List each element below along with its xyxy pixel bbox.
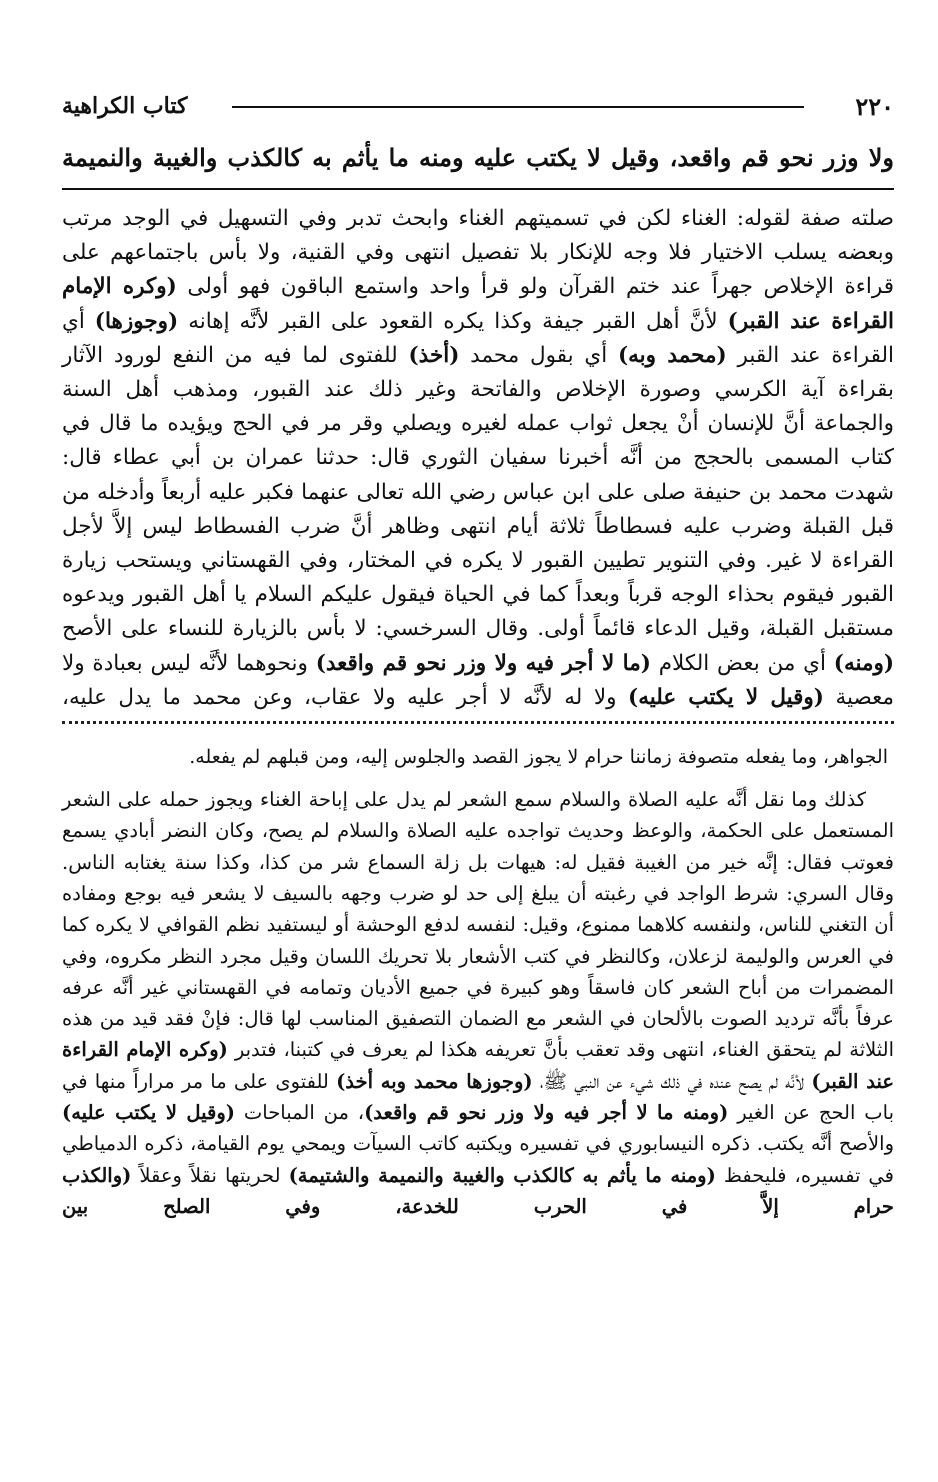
- footnote-text: كذلك وما نقل أنَّه عليه الصلاة والسلام سمع الشعر لم يدل على إباحة الغناء ويجوز حمله على الشعر المستعمل على الحكمة، والوعظ وحديث تواجده عليه الصلاة والسلام لم يصح، وكان النضر أبادي يسمع فعوتب فقال: إنَّه خير من الغيبة فقيل له: هيهات بل زلة السماع شر من كذا، وكذا سنة يغتابه الناس. وقال السري: شرط الواجد في رغبته أن يبلغ إلى حد لو ضرب وجهه بالسيف لا يشعر فيه بوجع ومفاده أن التغني للناس، ولنفسه كلاهما ممنوع، وقيل: لنفسه لدفع الوحشة أو ليستفيد نظم القوافي لا يكره كما في العرس والوليمة لزعلان، وكالنظر في كتب الأشعار بلا تحريك اللسان وقيل مجرد النظر مكروه، وفي المضمرات من أباح الشعر كان فاسقاً وهو كبيرة في جميع الأديان وتمامه في القهستاني غير أنَّه عرفه عرفاً بأنَّه ترديد الصوت بالألحان في الشعر مع الضمان التصفيق المناسب لها قال: فإنْ فقد قيد من هذه الثلاثة لم يتحقق الغناء، انتهى وقد تعقب بأنَّ تعريفه هكذا لم يعرف في كتبنا، فتدبر: [62, 788, 894, 1062]
- commentary-text: ولا له لأنَّه لا أجر عليه ولا عقاب، وعن محمد ما يدل عليه،: [62, 684, 617, 710]
- footnote-text: لأنَّه لم يصح عنده في ذلك شيء عن النبي ﷺ،: [539, 1069, 805, 1093]
- footnote-paragraph: [62, 784, 894, 1222]
- footnote-quote: (وكره الإمام القراءة عند القبر): [62, 1038, 895, 1093]
- book-title: كتاب الكراهية: [62, 93, 188, 119]
- commentary-quote: (أخذ): [408, 342, 460, 368]
- commentary-text: أي بقول محمد: [470, 342, 608, 368]
- commentary-quote: (محمد وبه): [617, 342, 727, 368]
- footnote-divider: [62, 721, 894, 724]
- footnote-text: والأصح أنَّه يكتب. ذكره النيسابوري في تفسيره ويكتبه كاتب السيآت ويمحي يوم القيامة، ذكره الدمياطي في تفسيره، فليحفظ: [62, 1132, 894, 1187]
- footnote-quote: (وقيل لا يكتب عليه): [62, 1101, 236, 1125]
- footnote-text: لحريتها نقلاً وعقلاً: [139, 1163, 281, 1187]
- footnote-continuation: الجواهر، وما يفعله متصوفة زماننا حرام لا يجوز القصد والجلوس إليه، ومن قبلهم لم يفعله.: [189, 746, 888, 769]
- footnote-quote: (ومنه ما لا أجر فيه ولا وزر نحو قم واقعد): [364, 1101, 729, 1125]
- commentary-text: أي من بعض الكلام: [658, 650, 826, 676]
- header-rule: [232, 106, 804, 108]
- commentary-text: ونحوهما لأنَّه ليس بعبادة ولا معصية: [62, 650, 895, 710]
- commentary-quote: (وكره الإمام القراءة عند القبر): [62, 274, 895, 334]
- commentary-text: صلته صفة لقوله: الغناء لكن في تسميتهم الغناء وابحث تدبر وفي التسهيل في الوجد مرتب وبعضه يسلب الاختيار فلا وجه للإنكار بلا تفصيل انتهى وفي القنية، ولا بأس باجتماعهم على قراءة الإخلاص جهراً عند ختم القرآن ولو قرأ واحد واستمع الباقون فهو أولى: [62, 206, 894, 300]
- footnote-text: للفتوى على ما مر مراراً منها في باب الحج عن الغير: [62, 1069, 895, 1125]
- footnote-quote: (ومنه ما يأثم به كالكذب والغيبة والنميمة والشتيمة): [288, 1163, 716, 1187]
- page-header: [62, 88, 894, 124]
- footnote-quote: (وجوزها محمد وبه أخذ): [336, 1069, 533, 1093]
- commentary-text: أي القراءة عند القبر: [62, 308, 894, 368]
- commentary-text: لأنَّ أهل القبر جيفة وكذا يكره القعود على القبر لأنَّه إهانه: [188, 308, 718, 334]
- footnote-gloss: [62, 784, 894, 1222]
- main-text: ولا وزر نحو قم واقعد، وقيل لا يكتب عليه ومنه ما يأثم به كالكذب والغيبة والنميمة: [62, 143, 894, 172]
- page-number: ٢٢٠: [855, 91, 894, 121]
- commentary-quote: (ومنه): [833, 650, 895, 676]
- page: [62, 88, 894, 1468]
- commentary-quote: (ما لا أجر فيه ولا وزر نحو قم واقعد): [315, 650, 651, 676]
- commentary-quote: (وقيل لا يكتب عليه): [628, 684, 824, 710]
- commentary-paragraph: [62, 202, 894, 715]
- main-text-divider: [62, 188, 894, 190]
- commentary: [62, 202, 894, 715]
- commentary-text: للفتوى لما فيه من النفع لورود الآثار بقراءة آية الكرسي وصورة الإخلاص والفاتحة وغير ذلك عند القبور، ومذهب أهل السنة والجماعة أنَّ للإنسان أنْ يجعل ثواب عمله لغيره ويصلي وقر مر في الحج ويؤيده ما قال في كتاب المسمى بالحجج من أنَّه أخبرنا سفيان الثوري قال: حدثنا عمران بن أبي عطاء قال: شهدت محمد بن حنيفة صلى على ابن عباس رضي الله تعالى عنهما فكبر عليه أربعاً وأدخله من قبل القبلة وضرب عليه فسطاطاً ثلاثة أيام انتهى وظاهر أنَّ ضرب الفسطاط ليس إلاَّ لأجل القراءة لا غير. وفي التنوير تطيين القبور لا يكره في المختار، وفي القهستاني ويستحب زيارة القبور فيقوم بحذاء الوجه قرباً وبعداً كما في الحياة فيقول عليكم السلام يا أهل القبور ويدعوه مستقبل القبلة، وقيل الدعاء قائماً أولى. وقال السرخسي: لا بأس بالزيارة للنساء على الأصح: [62, 342, 894, 642]
- commentary-quote: (وجوزها): [94, 308, 179, 334]
- footnote-quote: (والكذب حرام إلاَّ في الحرب للخدعة، وفي الصلح بين: [62, 1163, 894, 1218]
- footnote-text: ، من المباحات: [243, 1101, 365, 1125]
